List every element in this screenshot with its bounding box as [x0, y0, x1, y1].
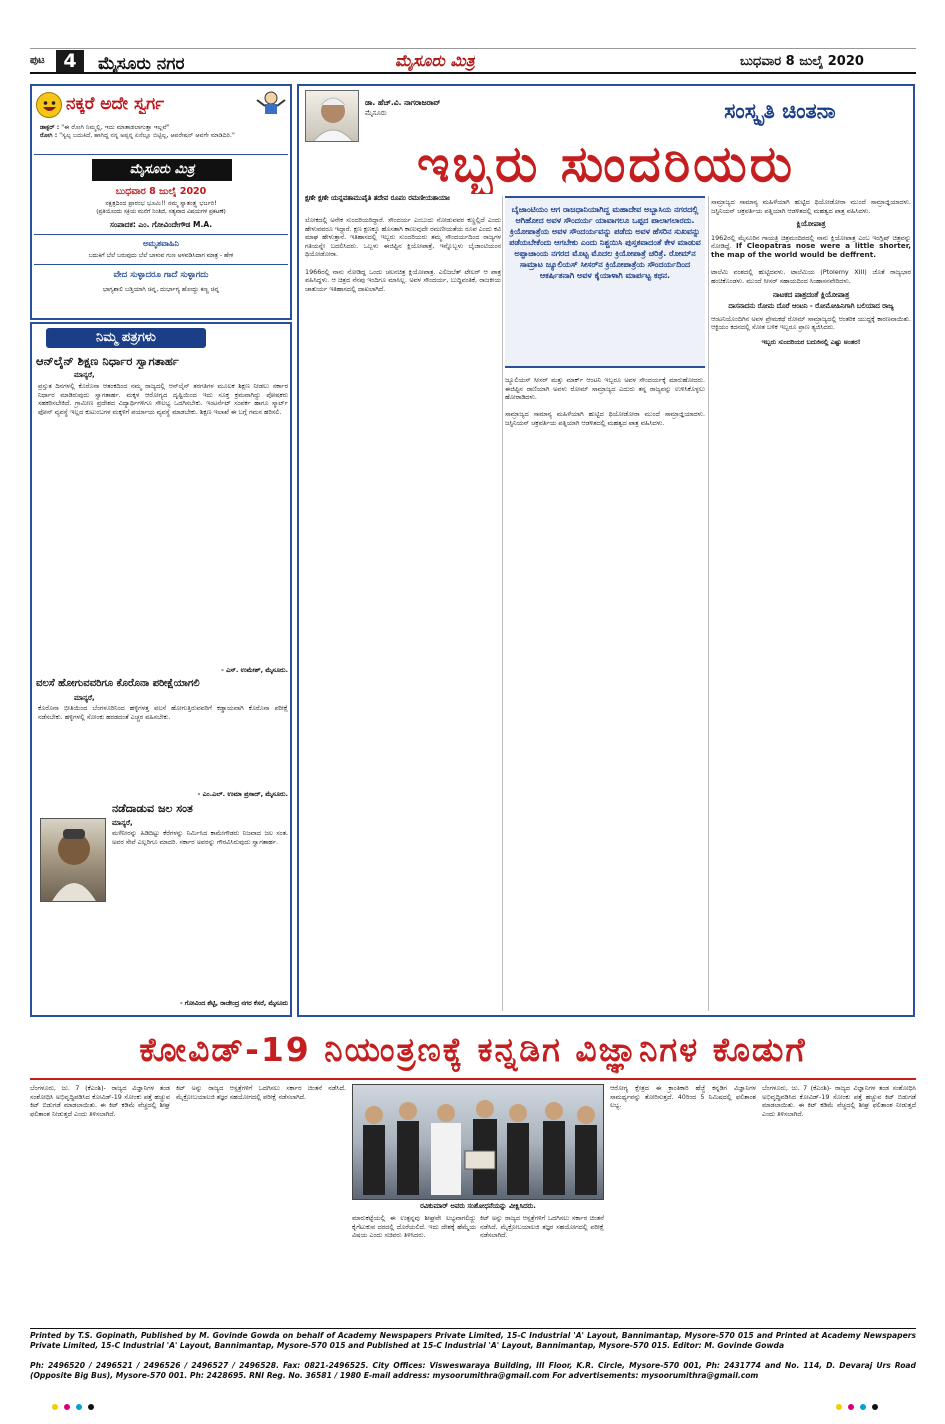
amruta-text: ಬದುಕಿಗೆ ಬೆಲೆ ಬರುವುದು ಬೆಲೆ ಬಾಳುವ ಗುಣ ಅಳವಡಿಸಿದಾಗ ಮಾತ್ರ - ಹೇಳಿ	[88, 252, 234, 259]
pull-quote-box	[505, 196, 705, 368]
edition-line-2: (ಪ್ರತಿಯೊಂದು ಸಕ್ರಿಯ ಮನೆಗೆ ನಿಂತಿದೆ, ಸತ್ಯವಾದ ವಿಷಯಗಳ ಪ್ರಕಟಣೆ)	[96, 209, 226, 215]
masthead-small: ಮೈಸೂರು ಮಿತ್ರ	[395, 51, 475, 70]
covid-col2: ಕಿಟ್ ಅನ್ನು ರಾಜ್ಯದ ಆಸ್ಪತ್ರೆಗಳಿಗೆ ಒದಗಿಸಲು ಸರ್ಕಾರ ಚಿಂತನೆ ನಡೆಸಿದೆ. ಮೈಕ್ರೋಬಯಾಲಜಿ ತಜ್ಞರ ಸಹಯೋಗದಲ್ಲಿ ಪರೀಕ್ಷೆ ನಡೆಸಲಾಗಿದೆ.	[176, 1084, 346, 1101]
covid-photo	[352, 1084, 604, 1200]
shloka: ಕ್ಷಣೇ ಕ್ಷಣೇ ಯನ್ನವತಾಮುಪೈತಿ ತದೇವ ರೂಪಂ ರಮಣೀಯತಾಯಾಃ	[305, 194, 450, 202]
author-place: ಮೈಸೂರು	[365, 109, 387, 117]
letter1-body: ಪ್ರಸ್ತುತ ದಿನಗಳಲ್ಲಿ ಕೊರೊನಾ ಆತಂಕದಿಂದ ನಮ್ಮ ರಾಜ್ಯದಲ್ಲಿ ಆನ್‌ಲೈನ್ ತರಗತಿಗಳ ಮೂಲಕ ಶಿಕ್ಷಣ ನೀಡಲು ಸರ್ಕಾರ ನಿರ್ಧಾರ ಮಾಡಿರುವುದು ಸ್ವಾಗತಾರ್ಹ. ಮಕ್ಕಳ ಆರೋಗ್ಯದ ದೃಷ್ಟಿಯಿಂದ ಇದು ಸೂಕ್ತ ಕ್ರಮವಾಗಿದ್ದು ಪೋಷಕರು ಸಹಕರಿಸಬೇಕಿದೆ. ಗ್ರಾಮೀಣ ಪ್ರದೇಶದ ವಿದ್ಯಾರ್ಥಿಗಳಿಗೂ ಸೌಲಭ್ಯ ಒದಗಿಸಬೇಕು. ಇಂಟರ್ನೆಟ್ ಸಂಪರ್ಕ ಹಾಗೂ ಸ್ಮಾರ್ಟ್ ಫೋನ್ ವ್ಯವಸ್ಥೆ ಇಲ್ಲದ ಕುಟುಂಬಗಳ ಮಕ್ಕಳಿಗೆ ಪರ್ಯಾಯ ವ್ಯವಸ್ಥೆ ಮಾಡಬೇಕು. ಶಿಕ್ಷಣ ಇಲಾಖೆ ಈ ಬಗ್ಗೆ ಗಮನ ಹರಿಸಲಿ.	[38, 382, 288, 416]
english-quote: If Cleopatras nose were a little shorter, the map of the world would be deffrent.	[711, 241, 911, 259]
letter2-headline: ವಲಸೆ ಹೋಗುವವರಿಗೂ ಕೊರೊನಾ ಪರೀಕ್ಷೆಯಾಗಲಿ	[36, 678, 200, 689]
subhead-drama: ನಾಟಕದ ಪಾತ್ರದಂತೆ ಕ್ಲಿಯೋಪಾತ್ರ	[772, 290, 850, 300]
joke-doctor-tag: ಡಾಕ್ಟರ್ :	[40, 124, 60, 131]
pull-quote: ಬೈಜಾಂಟಿಯಂ ಆಗ ರಾಜಧಾನಿಯಾಗಿದ್ದ ಮಹಾದೇವ ಅಬ್ಬಾಸಿಯ ನಗರದಲ್ಲಿ ಆಗಿಹೋದ ಅವಳ ಸೌಂದರ್ಯ ಯಾವಾಗಲೂ ಒಪ್ಪದ ಪಾಲಾಗಲಾರದು. ಕ್ರಿಯೋಪಾತ್ರೆಯ ಅವಳ ಸೌಂದರ್ಯವನ್ನು ಪಡೆದು ಅವಳ ಹೆಸರಿನ ಸುಖವನ್ನು ಪಡೆಯಬೇಕೆಂದು ಆಗಬೇಕು ಎಂದು ನಿಶ್ಚಯಿಸಿ ಪುಸ್ತಕವಾದಂತೆ ಕೇಳ ಮಾಡುವ ಅಪ್ಪಾಜಾಂಯ ನಗರದ ಮೊಟ್ಟ ಮೊದಲ ಕ್ರಿಯೋಪಾತ್ರೆ ಚರಿತ್ರೆ. ರೋಮ್‌ನ ಸಾಮ್ರಾಟ ಜ್ಯೂಲಿಯಸ್ ಸೀಸರ್‌ನ ಕ್ರಿಯೋಪಾತ್ರೆಯ ಸೌಂದರ್ಯದಿಂದ ಆಕರ್ಷಿತನಾಗಿ ಅವಳ ಕೈಯಾಳಾಗಿ ಮಾರ್ಪಟ್ಟ ಕಥನ.	[509, 205, 701, 280]
letter3-signature: - ಗೋವಿಂದ ಶೆಟ್ಟಿ, ರಾಜೇಂದ್ರ ನಗರ ಕೆಸರೆ, ಮೈಸೂರು	[179, 1000, 288, 1007]
body-para-7: ಆಂಟನಿಯೊಂದಿಗಿನ ಅವಳ ಪ್ರೇಮಕಥೆ ರೋಮ್ ಸಾಮ್ರಾಜ್ಯದಲ್ಲಿ ಆಂತರಿಕ ಯುದ್ಧಕ್ಕೆ ಕಾರಣವಾಯಿತು. ಆಕ್ಟಿಯಂ ಕದನದಲ್ಲಿ ಸೋತ ಬಳಿಕ ಇಬ್ಬರೂ ಪ್ರಾಣ ತ್ಯಜಿಸಿದರು.	[711, 314, 911, 332]
letter2-body: ಕೊರೊನಾ ಭೀತಿಯಿಂದ ಬೆಂಗಳೂರಿನಿಂದ ಹಳ್ಳಿಗಳತ್ತ ವಲಸೆ ಹೋಗುತ್ತಿರುವವರಿಗೆ ಕಡ್ಡಾಯವಾಗಿ ಕೊರೊನಾ ಪರೀಕ್ಷೆ ನಡೆಸಬೇಕು. ಹಳ್ಳಿಗಳಲ್ಲಿ ಸೋಂಕು ಹರಡದಂತೆ ಎಚ್ಚರ ವಹಿಸಬೇಕು.	[38, 704, 288, 721]
reg-mark-black	[88, 1404, 94, 1410]
header-date: ಬುಧವಾರ 8 ಜುಲೈ 2020	[740, 54, 864, 69]
letter2-signature: - ಎಂ.ಎಲ್. ಉಮಾ ಪ್ರಸಾದ್, ಮೈಸೂರು.	[197, 790, 288, 798]
letter1-salutation: ಮಾನ್ಯರೆ,	[74, 371, 95, 379]
covid-headline: ಕೋವಿಡ್-19 ನಿಯಂತ್ರಣಕ್ಕೆ ಕನ್ನಡಿಗ ವಿಜ್ಞಾನಿಗಳ ಕೊಡುಗೆ	[139, 1030, 807, 1069]
body-para-4: ಸಾಮ್ರಾಜ್ಯದ ಸಾಮಾನ್ಯ ಮಹಿಳೆಯಾಗಿ ಹುಟ್ಟಿದ ಥಿಯೋಡೋರಾ ಮುಂದೆ ಸಾಮ್ರಾಜ್ಞಿಯಾದಳು. ಜಸ್ಟಿನಿಯನ್ ಚಕ್ರವರ್ತಿಯ ಪತ್ನಿಯಾಗಿ ಆಡಳಿತದಲ್ಲಿ ಮಹತ್ವದ ಪಾತ್ರ ವಹಿಸಿದಳು.	[505, 410, 705, 427]
letter3-body: ಮಳೆನೀರನ್ನು ಹಿಡಿದಿಟ್ಟು ಕೆರೆಗಳನ್ನು ನಿರ್ಮಿಸಿದ ಕಾಮೇಗೌಡರು ನಿಜವಾದ ಜಲ ಸಂತ. ಅವರ ಸೇವೆ ಎಲ್ಲರಿಗೂ ಮಾದರಿ. ಸರ್ಕಾರ ಅವರನ್ನು ಗೌರವಿಸಿರುವುದು ಸ್ವಾಗತಾರ್ಹ.	[112, 829, 288, 846]
amruta-title: ಅಮೃತವಾಹಿನಿ	[143, 239, 179, 248]
letter2-salutation: ಮಾನ್ಯರೆ,	[74, 694, 95, 702]
reg-mark-magenta-2	[848, 1404, 854, 1410]
body-col1	[305, 216, 501, 811]
article-title: ಇಬ್ಬರು ಸುಂದರಿಯರು	[416, 135, 795, 193]
letters-section	[30, 322, 292, 1017]
letter1-headline: ಆನ್‌ಲೈನ್ ಶಿಕ್ಷಣ ನಿರ್ಧಾರ ಸ್ವಾಗತಾರ್ಹ	[36, 354, 179, 368]
nakkare-title: ನಕ್ಕರೆ ಅದೇ ಸ್ವರ್ಗ	[66, 94, 165, 114]
letter3-headline: ನಡೆದಾಡುವ ಜಲ ಸಂತ	[112, 802, 193, 815]
joke-doctor-line: "ಈ ರೋಗಿ ನಿಮ್ಮಲ್ಲಿ, ಇದು ಮಾತಾಡಲಾಗುತ್ತಾ ಇಲ್ಲವೆ"	[61, 124, 170, 131]
page-number: 4	[56, 50, 84, 72]
kamegowda-photo	[40, 818, 106, 902]
feature-article	[297, 84, 915, 1017]
cartoon-figure-icon	[254, 90, 288, 120]
closing-line: ಇಬ್ಬರು ಸುಂದರಿಯರ ಬದುಕಿನಲ್ಲಿ ಎಷ್ಟು ಅಂತರ!	[761, 337, 861, 346]
covid-col1: ಬೆಂಗಳೂರು, ಜು. 7 (ಕೆಎಂಶಿ)- ರಾಜ್ಯದ ವಿಜ್ಞಾನಿಗಳ ತಂಡ ಸಂಶೋಧಿಸಿ ಅಭಿವೃದ್ಧಿಪಡಿಸಿದ ಕೋವಿಡ್-19 ಸೋಂಕು ಪತ್ತೆ ಹಚ್ಚುವ ಕಿಟ್ ಬಿಡುಗಡೆ ಮಾಡಲಾಯಿತು. ಈ ಕಿಟ್ ಕಡಿಮೆ ವೆಚ್ಚದಲ್ಲಿ ಶೀಘ್ರ ಫಲಿತಾಂಶ ನೀಡುತ್ತದೆ ಎಂದು ತಿಳಿಸಲಾಗಿದೆ.	[30, 1084, 170, 1118]
editor-line: ಸಂಪಾದಕ: ಎಂ. ಗೋವಿಂದೇಗೌಡ M.A.	[109, 220, 213, 229]
body-para-3: ಜ್ಯೂಲಿಯಸ್ ಸೀಸರ್ ಮತ್ತು ಮಾರ್ಕ್ ಆಂಟನಿ ಇಬ್ಬರೂ ಅವಳ ಸೌಂದರ್ಯಕ್ಕೆ ಮಾರುಹೋದರು. ಈಜಿಪ್ಟಿನ ರಾಣಿಯಾಗಿ ಅವಳು ರೋಮ್ ಸಾಮ್ರಾಜ್ಯದ ಎದುರು ತನ್ನ ರಾಜ್ಯವನ್ನು ಉಳಿಸಿಕೊಳ್ಳಲು ಹೋರಾಡಿದಳು.	[505, 376, 705, 402]
reg-mark-yellow	[52, 1404, 58, 1410]
covid-photo-caption: ರವಿಕುಮಾರ್ ಅವರು ಸಂಶೋಧನೆಯನ್ನು ವೀಕ್ಷಿಸಿದರು.	[420, 1202, 536, 1210]
reg-mark-cyan-2	[860, 1404, 866, 1410]
body-para-6: ಟಾಲೆಮಿ ವಂಶದಲ್ಲಿ ಹುಟ್ಟಿದವಳು. ಟಾಲೆಮಿಯ (Ptolemy XIII) ಜೊತೆ ರಾಜ್ಯಭಾರ ಹಂಚಿಕೊಂಡಳು. ಮುಂದೆ ಸೀಸರ್ ಸಹಾಯದಿಂದ ಸಿಂಹಾಸನವೇರಿದಳು.	[711, 268, 911, 285]
body-col3	[711, 198, 911, 1013]
subhead-cleopatra: ಕ್ಲಿಯೋಪಾತ್ರ	[796, 219, 826, 229]
joke-patient-tag: ರೋಗಿ :	[40, 132, 58, 139]
veda-title: ವೇದ ಸುಳ್ಳಾದರೂ ಗಾದೆ ಸುಳ್ಳಾಗದು	[113, 270, 209, 280]
covid-col4: ಮಾರುಕಟ್ಟೆಯಲ್ಲಿ ಈ ಉತ್ಪನ್ನವು ಶೀಘ್ರವೇ ಲಭ್ಯವಾಗಲಿದ್ದು ಕೈಗೆಟುಕುವ ದರದಲ್ಲಿ ದೊರೆಯಲಿದೆ. ಇದು ದೇಶಕ್ಕೆ ಹೆಮ್ಮೆಯ ವಿಷಯ ಎಂದು ಸಚಿವರು ತಿಳಿಸಿದರು.	[352, 1214, 476, 1240]
letters-banner: ನಿಮ್ಮ ಪತ್ರಗಳು	[46, 328, 206, 348]
edition-line-1: ನಕ್ಷತ್ರದಿಂದ ಪ್ರಾರಂಭ ಭೂಮಿ!! ನಮ್ಮ ಸ್ವಾತಂತ್ರ್ಯ ಭರ್ಜರಿ!	[105, 200, 217, 207]
author-name: ಡಾ. ಹೆಚ್.ವಿ. ನಾಗರಾಜರಾವ್	[365, 98, 441, 107]
reg-mark-magenta	[64, 1404, 70, 1410]
covid-col5: ಆರೋಗ್ಯ ಕ್ಷೇತ್ರದ ಈ ಕ್ರಾಂತಿಕಾರಿ ಹೆಜ್ಜೆ ಕನ್ನಡಿಗ ವಿಜ್ಞಾನಿಗಳ ಸಾಮರ್ಥ್ಯವನ್ನು ತೋರಿಸುತ್ತದೆ. 40ರಿಂದ 5 ನಿಮಿಷದಲ್ಲಿ ಫಲಿತಾಂಶ ಲಭ್ಯ.	[610, 1084, 756, 1110]
veda-text: ಭಾಗ್ಯಶಾಲಿ ಬಡ್ತಿಯಾಗಿ ಚಿನ್ನ, ದುರ್ಭಾಗ್ಯ ಹೋದ್ದು ಕಣ್ಣ ಚಿನ್ನ	[102, 286, 220, 293]
section-title: ಮೈಸೂರು ನಗರ	[98, 54, 185, 74]
covid-col4b: ಕಿಟ್ ಅನ್ನು ರಾಜ್ಯದ ಆಸ್ಪತ್ರೆಗಳಿಗೆ ಒದಗಿಸಲು ಸರ್ಕಾರ ಚಿಂತನೆ ನಡೆಸಿದೆ. ಮೈಕ್ರೋಬಯಾಲಜಿ ತಜ್ಞರ ಸಹಯೋಗದಲ್ಲಿ ಪರೀಕ್ಷೆ ನಡೆಸಲಾಗಿದೆ.	[480, 1214, 604, 1240]
body-col2	[505, 376, 705, 1011]
imprint-line-1: Printed by T.S. Gopinath, Published by M. Govinde Gowda on behalf of Academy Newspapers Private Limited, 15-C Industrial 'A' Layout, Bannimantap, Mysore-570 015 and Printed at Academy Newspapers Private Limited, 15-C Industrial 'A' Layout, Bannimantap, Mysore-570 015 and Published at 15-C Industrial 'A' Layout, Bannimantap, Mysore-570 015. Editor: M. Govinde Gowda	[30, 1331, 916, 1350]
subhead-antony: ದಾಸನಾದನು ರೋಮ ದೊರೆ ಆಂಟನಿ - ರೋಮೋಹಿನಿಗಾಗಿ ಬಲಿಯಾದ ರಾಜ್ಯ	[728, 301, 894, 310]
letter1-signature: - ಎಸ್. ಉಮೇಶ್, ಮೈಸೂರು.	[221, 666, 288, 674]
joke-patient-line: "ಸ್ವಲ್ಪ ಬದುಕಿದೆ, ಹಾಗಿದ್ದ ನನ್ನ ಅಪ್ಪನ್ನ ಏನೆಲ್ಲೂ ಬಿಟ್ಟಿಲ್ಲ, ಆಪರೇಷನ್ ಆವಗೇ ಮಾಡಿದಿರಿ."	[59, 132, 235, 139]
letter3-salutation: ಮಾನ್ಯರೆ,	[112, 819, 133, 827]
imprint-line-2: Ph: 2496520 / 2496521 / 2496526 / 2496527 / 2496528. Fax: 0821-2496525. City Offices: Visweswaraya Building, III Floor, K.R. Circle, Mysore-570 001, Ph: 2431774 and No. 114, D. Devaraj Urs Road (Opposite Big Bus), Mysore-570 001. Ph: 2428695. RNI Reg. No. 36581 / 1980 E-mail address: mysoorumithra@gmail.com For advertisements: mysoorumithra@gmail.com	[30, 1361, 916, 1380]
body-para-2: 1966ರಲ್ಲಿ ನಾನು ನೋಡಿದ್ದ ಒಂದು ಚಲನಚಿತ್ರ ಕ್ಲಿಯೋಪಾತ್ರ. ಎಲಿಜಬೆತ್ ಟೇಲರ್ ಆ ಪಾತ್ರ ವಹಿಸಿದ್ದಳು. ಆ ಚಿತ್ರದ ನೆನಪು ಇಂದಿಗೂ ಮಾಸಿಲ್ಲ. ಅವಳ ಸೌಂದರ್ಯ, ಬುದ್ಧಿವಂತಿಕೆ, ರಾಜಕೀಯ ಚಾತುರ್ಯ ಇತಿಹಾಸದಲ್ಲಿ ದಾಖಲಾಗಿದೆ.	[305, 267, 501, 293]
mithra-logo: ಮೈಸೂರು ಮಿತ್ರ	[92, 159, 232, 181]
body-para-1: ಲೋಕದಲ್ಲಿ ಅನೇಕ ಸುಂದರಿಯರಿದ್ದಾರೆ. ಸೌಂದರ್ಯ ಎಂಬುದು ನೋಡುವವರ ಕಣ್ಣಲ್ಲಿದೆ ಎಂದು ಹೇಳುವವರೂ ಇದ್ದಾರೆ. ಕ್ಷಣ ಕ್ಷಣಕ್ಕೂ ಹೊಸತಾಗಿ ಕಾಣುವುದೇ ರಮಣೀಯತೆಯ ರೂಪ ಎಂದು ಕವಿ ಮಾಘ ಹೇಳುತ್ತಾನೆ. ಇತಿಹಾಸದಲ್ಲಿ ಇಬ್ಬರು ಸುಂದರಿಯರು ತಮ್ಮ ಸೌಂದರ್ಯದಿಂದ ರಾಜ್ಯಗಳ ಗತಿಯನ್ನೇ ಬದಲಿಸಿದರು. ಒಬ್ಬಳು ಈಜಿಪ್ಟಿನ ಕ್ಲಿಯೋಪಾತ್ರೆ, ಇನ್ನೊಬ್ಬಳು ಬೈಜಾಂಟಿಯಂನ ಥಿಯೋಡೋರಾ.	[305, 216, 501, 259]
edition-date: ಬುಧವಾರ 8 ಜುಲೈ 2020	[115, 186, 207, 197]
reg-mark-black-2	[872, 1404, 878, 1410]
body-para-4b: ಸಾಮ್ರಾಜ್ಯದ ಸಾಮಾನ್ಯ ಮಹಿಳೆಯಾಗಿ ಹುಟ್ಟಿದ ಥಿಯೋಡೋರಾ ಮುಂದೆ ಸಾಮ್ರಾಜ್ಞಿಯಾದಳು. ಜಸ್ಟಿನಿಯನ್ ಚಕ್ರವರ್ತಿಯ ಪತ್ನಿಯಾಗಿ ಆಡಳಿತದಲ್ಲಿ ಮಹತ್ವದ ಪಾತ್ರ ವಹಿಸಿದಳು.	[711, 198, 911, 215]
reg-mark-yellow-2	[836, 1404, 842, 1410]
nakkare-box	[30, 84, 292, 320]
covid-col6: ಬೆಂಗಳೂರು, ಜು. 7 (ಕೆಎಂಶಿ)- ರಾಜ್ಯದ ವಿಜ್ಞಾನಿಗಳ ತಂಡ ಸಂಶೋಧಿಸಿ ಅಭಿವೃದ್ಧಿಪಡಿಸಿದ ಕೋವಿಡ್-19 ಸೋಂಕು ಪತ್ತೆ ಹಚ್ಚುವ ಕಿಟ್ ಬಿಡುಗಡೆ ಮಾಡಲಾಯಿತು. ಈ ಕಿಟ್ ಕಡಿಮೆ ವೆಚ್ಚದಲ್ಲಿ ಶೀಘ್ರ ಫಲಿತಾಂಶ ನೀಡುತ್ತದೆ ಎಂದು ತಿಳಿಸಲಾಗಿದೆ.	[762, 1084, 916, 1118]
body-para-5: 1962ರಲ್ಲಿ ಮೈಸೂರಿನ ಗಾಯತ್ರಿ ಚಿತ್ರಮಂದಿರದಲ್ಲಿ ನಾನು ಕ್ಲಿಯೋಪಾತ್ರ ಎಂಬ ಇಂಗ್ಲಿಷ್ ಚಿತ್ರವನ್ನು ನೋಡಿದ್ದೆ.	[711, 233, 911, 251]
column-name: ಸಂಸ್ಕೃತಿ ಚಿಂತನಾ	[724, 99, 836, 123]
laugh-emoji-icon	[36, 92, 62, 118]
reg-mark-cyan	[76, 1404, 82, 1410]
page-label: ಪುಟ	[30, 55, 45, 66]
